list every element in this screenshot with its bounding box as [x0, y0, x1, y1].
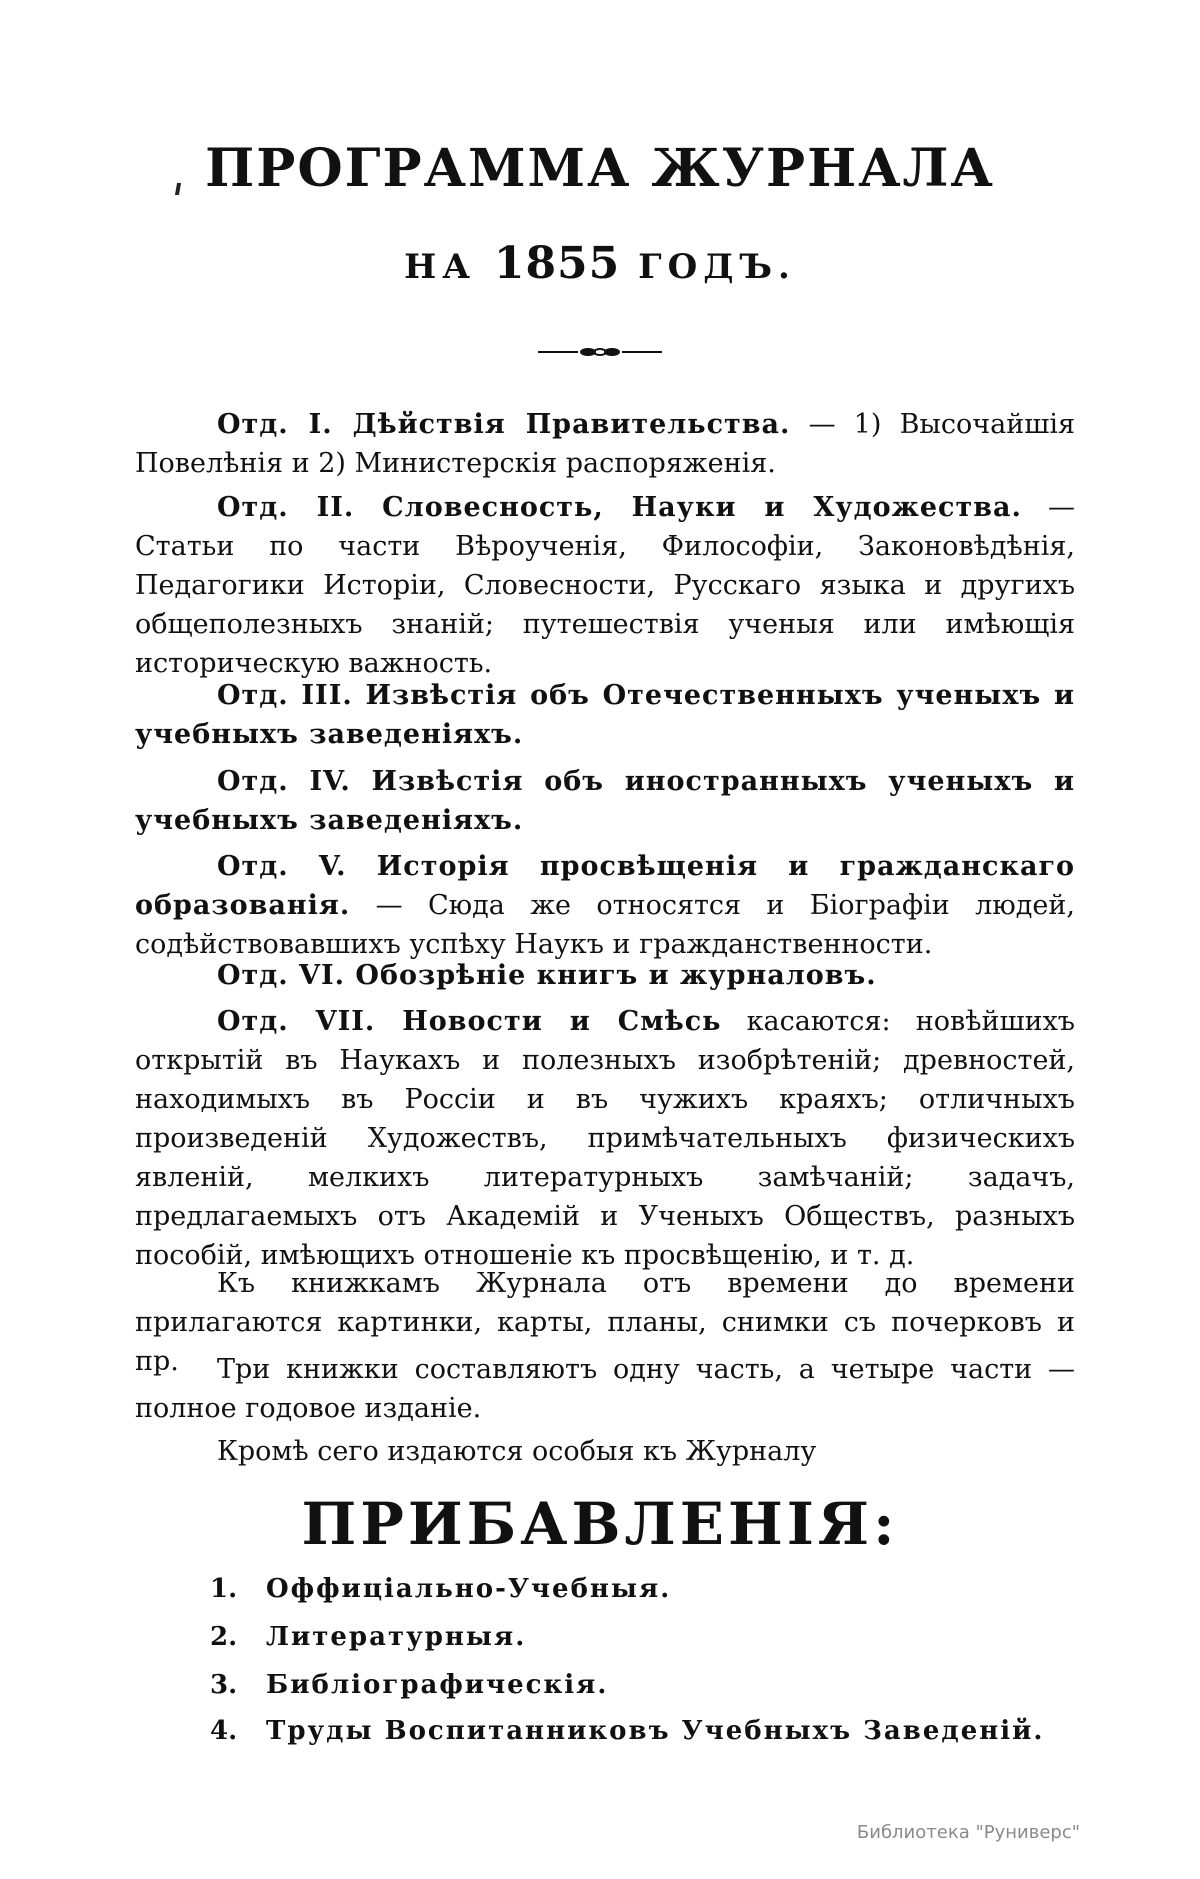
- paragraph-text: Три книжки составляютъ одну часть, а четыре части — полное годовое изданіе.: [135, 1354, 1075, 1424]
- section-4: [135, 762, 1075, 840]
- section-heading: Отд. I. Дѣйствія Правительства.: [217, 409, 791, 440]
- supplements-title: ПРИБАВЛЕНІЯ:: [301, 1490, 899, 1558]
- section-heading: Отд. IV. Извѣстія объ иностранныхъ ученыхъ и учебныхъ заведеніяхъ.: [135, 766, 1075, 836]
- paragraph-volumes: [135, 1350, 1075, 1428]
- section-heading: Отд. VI. Обозрѣніе книгъ и журналовъ.: [217, 960, 877, 991]
- paragraph-text: Къ книжкамъ Журнала отъ времени до времени прилагаются картинки, карты, планы, снимки съ почерковъ и пр.: [135, 1268, 1075, 1377]
- section-2: [135, 488, 1075, 683]
- section-text: — Статьи по части Вѣроученія, Философіи, Законовѣдѣнія, Педагогики Исторіи, Словесности, Русскаго языка и другихъ общеполезныхъ знаній; путешествія ученыя или имѣющія историческую важность.: [135, 492, 1075, 679]
- section-6: [135, 956, 1075, 995]
- section-heading: Отд. II. Словесность, Науки и Художества.: [217, 492, 1022, 523]
- section-3: [135, 676, 1075, 754]
- paragraph-supplements-intro: [135, 1432, 1075, 1471]
- section-text: — 1) Высочайшія Повелѣнія и 2) Министерскія распоряженія.: [135, 409, 1075, 479]
- library-watermark: Библиотека "Руниверс": [856, 1822, 1080, 1843]
- section-heading: Отд. V. Исторія просвѣщенія и гражданскаго образованія.: [135, 851, 1075, 921]
- list-item: [210, 1568, 671, 1610]
- ornament-divider: [538, 346, 662, 358]
- section-1: [135, 405, 1075, 483]
- section-text: касаются: новѣйшихъ открытій въ Наукахъ и полезныхъ изобрѣтеній; древностей, находимыхъ въ Россіи и въ чужихъ краяхъ; отличныхъ произведеній Художествъ, примѣчательныхъ физическихъ явленій, мелкихъ литературныхъ замѣчаній; задачъ, предлагаемыхъ отъ Академій и Ученыхъ Обществъ, разныхъ пособій, имѣющихъ отношеніе къ просвѣщенію, и т. д.: [135, 1006, 1075, 1271]
- page-title: ПРОГРАММА ЖУРНАЛА: [205, 138, 995, 199]
- list-label: Литературныя.: [266, 1622, 527, 1652]
- list-number: 1.: [210, 1574, 238, 1604]
- section-7: [135, 1002, 1075, 1275]
- paragraph-text: Кромѣ сего издаются особыя къ Журналу: [217, 1436, 817, 1467]
- section-5: [135, 847, 1075, 964]
- section-heading: Отд. VII. Новости и Смѣсь: [217, 1006, 722, 1037]
- list-item: [210, 1710, 1044, 1752]
- list-number: 2.: [210, 1622, 238, 1652]
- section-heading: Отд. III. Извѣстія объ Отечественныхъ ученыхъ и учебныхъ заведеніяхъ.: [135, 680, 1075, 750]
- list-label: Труды Воспитанниковъ Учебныхъ Заведеній.: [266, 1716, 1045, 1746]
- list-number: 3.: [210, 1670, 238, 1700]
- list-label: Библіографическія.: [266, 1670, 609, 1700]
- subtitle-suffix: ГОДЪ.: [638, 247, 796, 287]
- page-subtitle: [0, 238, 1200, 289]
- list-number: 4.: [210, 1716, 238, 1746]
- subtitle-year: 1855: [493, 238, 621, 289]
- subtitle-prefix: НА: [404, 247, 476, 287]
- list-item: [210, 1664, 608, 1706]
- section-text: — Сюда же относятся и Біографіи людей, содѣйствовавшихъ успѣху Наукъ и гражданственности.: [135, 890, 1075, 960]
- list-label: Оффиціально-Учебныя.: [266, 1574, 672, 1604]
- list-item: [210, 1616, 526, 1658]
